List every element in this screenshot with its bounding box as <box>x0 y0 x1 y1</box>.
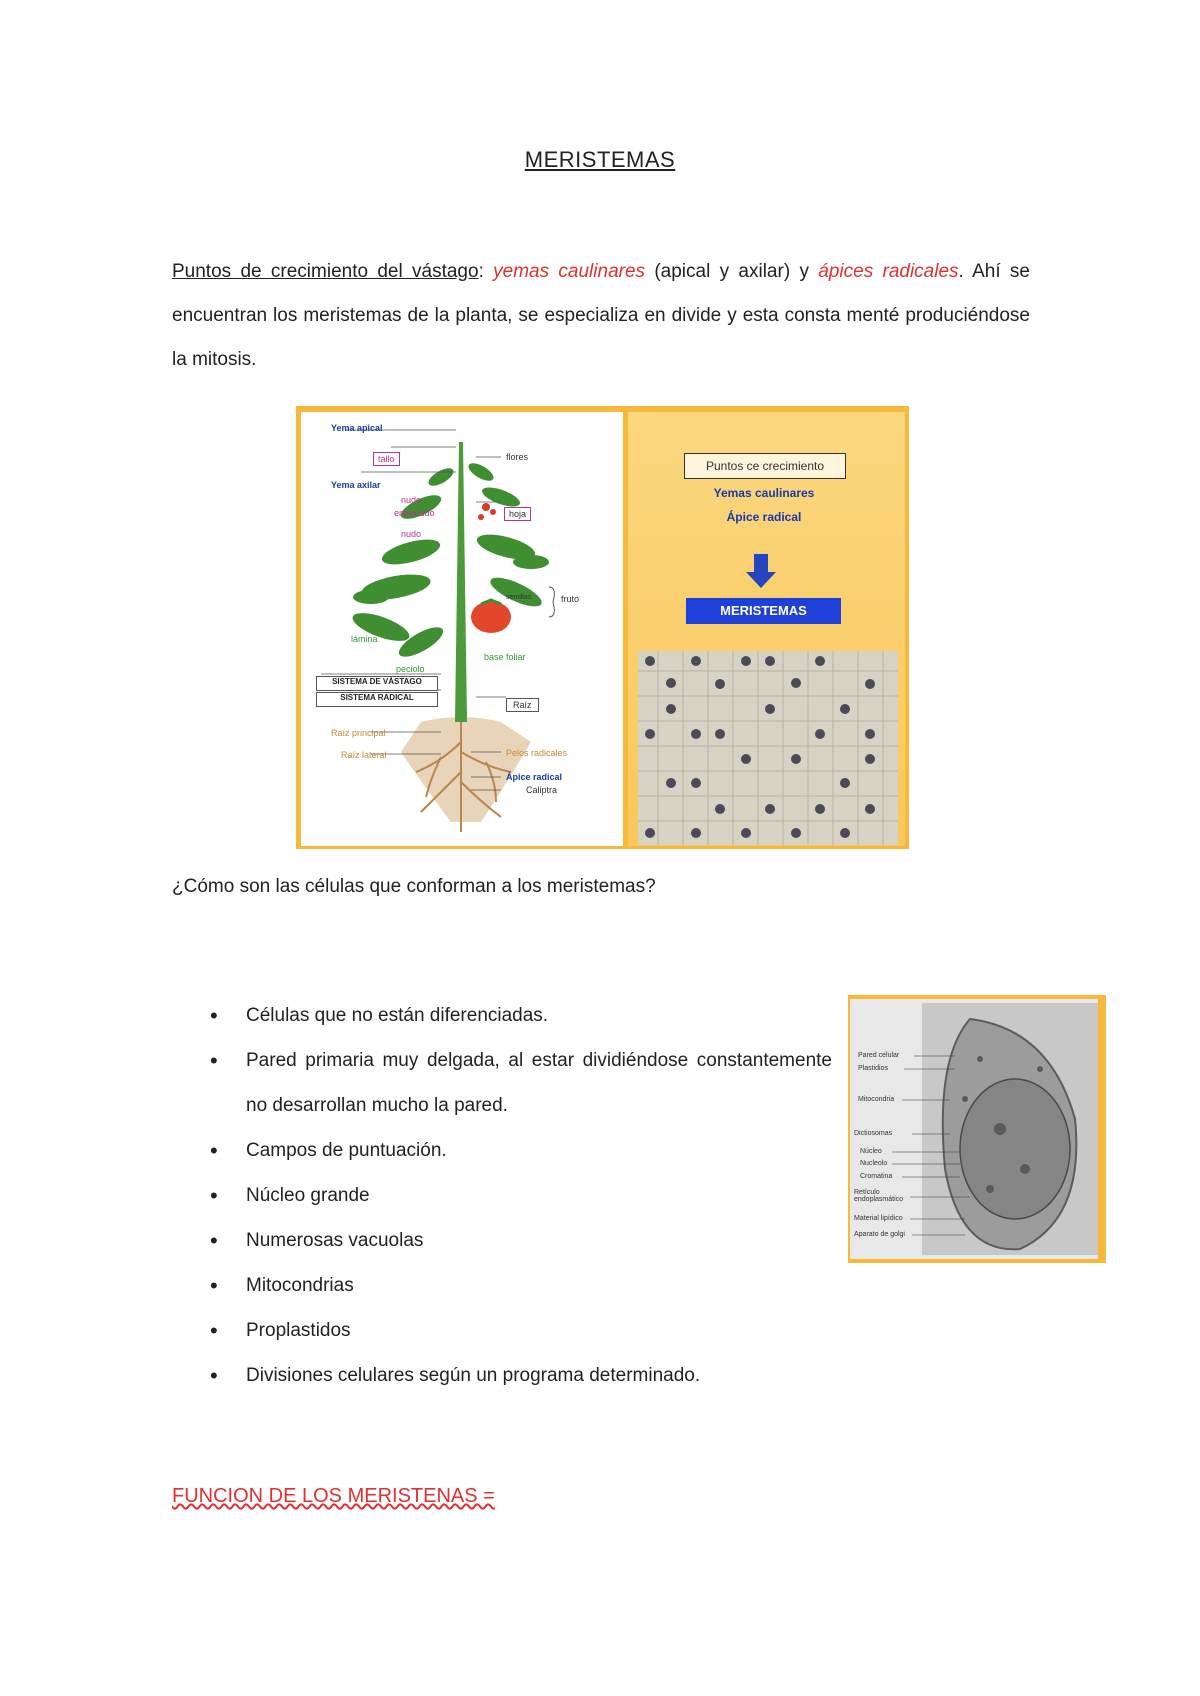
label-sistema-vastago: SISTEMA DE VÁSTAGO <box>316 676 438 691</box>
label-entrenudo: entrenudo <box>394 508 435 518</box>
label-sistema-radical: SISTEMA RADICAL <box>316 692 438 707</box>
meristem-cell-features-list <box>172 993 832 1398</box>
list-item: • Mitocondrias <box>172 1263 832 1308</box>
label-material-lipidico: Material lipídico <box>854 1215 903 1222</box>
label-flores: flores <box>506 452 529 462</box>
label-raiz-lateral: Raíz lateral <box>341 750 387 760</box>
list-item: • Divisiones celulares según un programa determinado. <box>172 1353 832 1398</box>
intro-line2: Ahí se encuentran los meristemas de la planta, se especializa en divide y esta consta menté produciéndose la mitosis. <box>172 261 1030 370</box>
intro-end: . <box>958 261 964 282</box>
label-base-foliar: base foliar <box>484 652 526 662</box>
label-cromatina: Cromatina <box>860 1173 893 1180</box>
label-yema-apical: Yema apical <box>331 423 383 433</box>
term-yemas: yemas caulinares <box>493 261 646 282</box>
page-title: MERISTEMAS <box>524 147 676 172</box>
plant-diagram <box>301 412 623 846</box>
intro-colon: : <box>478 261 494 282</box>
label-tallo: tallo <box>373 452 400 466</box>
label-yemas-caulinares: Yemas caulinares <box>713 486 815 500</box>
label-reticulo: Retículo endoplasmático <box>854 1189 904 1203</box>
cell-micrograph <box>850 999 1098 1259</box>
list-item: • Núcleo grande <box>172 1173 832 1218</box>
label-apice-radical: Ápice radical <box>506 772 563 782</box>
label-nucleolo: Nucleolo <box>860 1160 888 1167</box>
label-fruto: fruto <box>561 594 580 604</box>
label-raiz: Raíz <box>506 698 539 712</box>
label-aparato-golgi: Aparato de golgi <box>854 1231 905 1238</box>
list-item: • Proplastidos <box>172 1308 832 1353</box>
list-item: • Campos de puntuación. <box>172 1128 832 1173</box>
intro-heading: Puntos de crecimiento del vástago <box>172 261 479 282</box>
term-apices: ápices radicales <box>818 261 959 282</box>
label-nucleo: Núcleo <box>860 1148 882 1155</box>
label-apice-radical-panel: Ápice radical <box>726 510 802 524</box>
growth-points-box: Puntos ce crecimiento <box>684 453 846 479</box>
question-text: ¿Cómo son las células que conforman a los meristemas? <box>172 876 656 897</box>
label-raiz-principal: Raíz principal <box>331 728 386 738</box>
list-item: • Numerosas vacuolas <box>172 1218 832 1263</box>
label-pelos-radicales: Pelos radicales <box>506 748 568 758</box>
label-caliptra: Caliptra <box>526 785 558 795</box>
label-plastidios: Plastidios <box>858 1065 888 1072</box>
label-semillas: semillas <box>506 594 532 601</box>
label-yema-axilar: Yema axilar <box>331 480 381 490</box>
label-mitocondria: Mitocondria <box>858 1096 895 1103</box>
root-tip-cells-image <box>638 651 898 845</box>
label-nudo-1: nudo <box>401 495 422 505</box>
meristemas-box: MERISTEMAS <box>686 598 841 624</box>
function-heading: FUNCION DE LOS MERISTENAS = <box>172 1485 495 1507</box>
label-lamina: lámina <box>351 634 378 644</box>
list-item: • Pared primaria muy delgada, al estar dividiéndose constantemente no desarrollan mucho la pared. <box>172 1038 832 1128</box>
label-peciolo: peciolo <box>396 664 425 674</box>
label-pared-celular: Pared celular <box>858 1052 900 1059</box>
micrograph-image <box>638 651 898 845</box>
label-nudo-2: nudo <box>401 529 422 539</box>
down-arrow-icon <box>746 554 776 588</box>
list-item: • Células que no están diferenciadas. <box>172 993 832 1038</box>
label-dictiosomas: Dictiosomas <box>854 1130 893 1137</box>
growth-points-figure <box>296 406 909 849</box>
label-hoja: hoja <box>504 507 531 521</box>
intro-mid: (apical y axilar) y <box>645 261 819 282</box>
meristem-cell-figure <box>848 995 1106 1263</box>
tomato-plant-illustration <box>301 412 623 846</box>
intro-paragraph <box>172 250 1030 382</box>
